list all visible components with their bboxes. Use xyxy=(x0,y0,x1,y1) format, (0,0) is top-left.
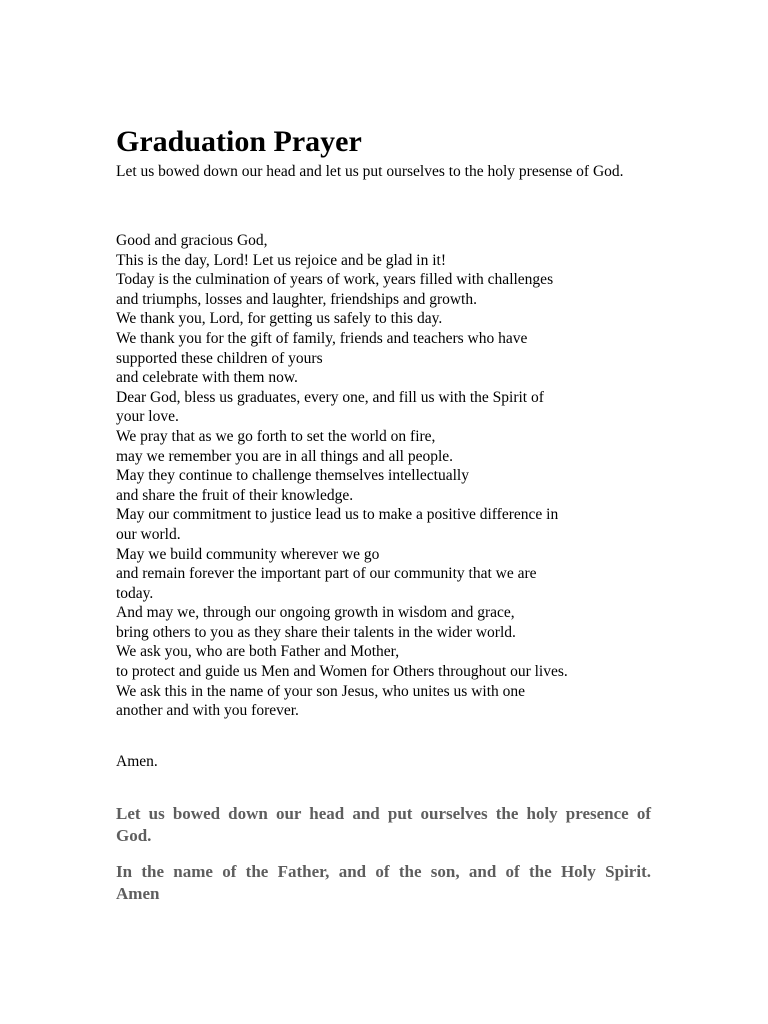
prayer-line: May our commitment to justice lead us to make a positive difference in xyxy=(116,506,559,524)
prayer-line: May we build community wherever we go xyxy=(116,545,380,563)
prayer-line: We thank you, Lord, for getting us safely to this day. xyxy=(116,310,443,328)
prayer-line: Good and gracious God, xyxy=(116,232,268,249)
intro-paragraph: Let us bowed down our head and let us put ourselves to the holy presense of God. xyxy=(116,163,624,180)
prayer-line: We pray that as we go forth to set the world on fire, xyxy=(116,427,436,445)
page-title: Graduation Prayer xyxy=(116,125,362,158)
prayer-line: to protect and guide us Men and Women for Others throughout our lives. xyxy=(116,663,568,681)
prayer-line: Today is the culmination of years of work, years filled with challenges xyxy=(116,271,554,289)
prayer-line: and share the fruit of their knowledge. xyxy=(116,486,354,504)
prayer-line: And may we, through our ongoing growth in wisdom and grace, xyxy=(116,604,515,622)
prayer-line: May they continue to challenge themselves intellectually xyxy=(116,467,469,485)
prayer-line: Dear God, bless us graduates, every one, and fill us with the Spirit of xyxy=(116,388,544,406)
closing-paragraph-2: In the name of the Father, and of the son, and of the Holy Spirit. Amen xyxy=(116,862,651,903)
prayer-line: may we remember you are in all things and all people. xyxy=(116,447,454,465)
prayer-line: and remain forever the important part of our community that we are xyxy=(116,565,537,583)
prayer-line: We thank you for the gift of family, friends and teachers who have xyxy=(116,329,528,347)
prayer-line: your love. xyxy=(116,408,179,426)
prayer-line: We ask this in the name of your son Jesus, who unites us with one xyxy=(116,682,526,700)
prayer-line: bring others to you as they share their talents in the wider world. xyxy=(116,623,516,641)
prayer-line: and triumphs, losses and laughter, friendships and growth. xyxy=(116,290,477,308)
prayer-line: another and with you forever. xyxy=(116,702,299,720)
closing-paragraph-1: Let us bowed down our head and put ourselves the holy presence of God. xyxy=(116,804,651,845)
prayer-line: today. xyxy=(116,584,154,602)
prayer-line: our world. xyxy=(116,525,181,543)
prayer-body xyxy=(116,231,656,721)
amen-line: Amen. xyxy=(116,753,158,770)
prayer-line: This is the day, Lord! Let us rejoice and be glad in it! xyxy=(116,251,446,269)
prayer-line: We ask you, who are both Father and Mother, xyxy=(116,643,400,661)
prayer-line: and celebrate with them now. xyxy=(116,369,298,387)
prayer-line: supported these children of yours xyxy=(116,349,323,367)
